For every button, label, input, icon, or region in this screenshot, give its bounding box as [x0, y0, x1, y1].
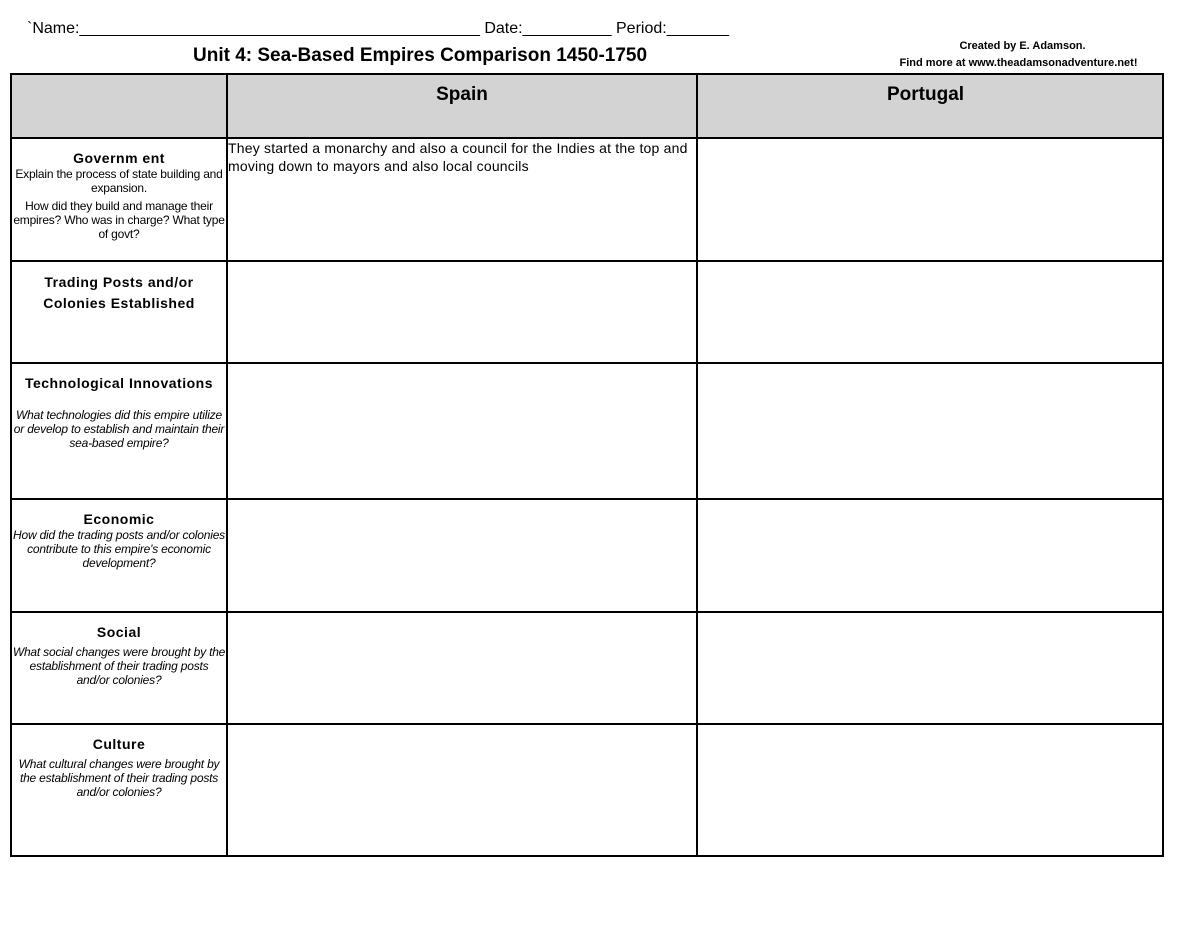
category-government: Governm ent Explain the process of state building and expansion. How did they build and manage their empires? Who was in charge? What type of govt? [11, 138, 227, 261]
header-row [11, 74, 1163, 138]
spain-social-answer[interactable] [227, 612, 697, 724]
category-question: How did the trading posts and/or colonies contribute to this empire's economic development? [13, 528, 225, 570]
category-economic: Economic How did the trading posts and/or colonies contribute to this empire's economic development? [11, 499, 227, 612]
portugal-economic-answer[interactable] [697, 499, 1163, 612]
portugal-trading-posts-answer[interactable] [697, 261, 1163, 363]
portugal-government-answer[interactable] [697, 138, 1163, 261]
category-technological: Technological Innovations What technologies did this empire utilize or develop to establish and maintain their sea-based empire? [11, 363, 227, 499]
category-question: What social changes were brought by the establishment of their trading posts and/or colonies? [12, 645, 226, 687]
row-culture [11, 724, 1163, 856]
category-question: What technologies did this empire utilize or develop to establish and maintain their sea-based empire? [13, 408, 225, 450]
portugal-culture-answer[interactable] [697, 724, 1163, 856]
category-question: How did they build and manage their empires? Who was in charge? What type of govt? [13, 199, 225, 241]
header-blank-cell [11, 74, 227, 138]
portugal-social-answer[interactable] [697, 612, 1163, 724]
comparison-table [10, 73, 1164, 857]
category-culture: Culture What cultural changes were brought by the establishment of their trading posts and/or colonies? [11, 724, 227, 856]
credit-website: Find more at www.theadamsonadventure.net! [899, 57, 1138, 69]
row-technological [11, 363, 1163, 499]
worksheet-title: Unit 4: Sea-Based Empires Comparison 1450-1750 [193, 45, 648, 66]
name-date-period-line: `Name:_____________________________________________ Date:__________ Period:_______ [27, 20, 729, 37]
category-trading-posts: Trading Posts and/or Colonies Established [11, 261, 227, 363]
spain-government-answer[interactable]: They started a monarchy and also a council for the Indies at the top and moving down to mayors and also local councils [227, 138, 697, 261]
spain-economic-answer[interactable] [227, 499, 697, 612]
spain-trading-posts-answer[interactable] [227, 261, 697, 363]
category-social: Social What social changes were brought by the establishment of their trading posts and/or colonies? [11, 612, 227, 724]
row-government [11, 138, 1163, 261]
credit-author: Created by E. Adamson. [959, 40, 1086, 52]
category-question: What cultural changes were brought by the establishment of their trading posts and/or colonies? [18, 757, 220, 799]
row-economic [11, 499, 1163, 612]
portugal-technological-answer[interactable] [697, 363, 1163, 499]
category-description: Explain the process of state building and expansion. [15, 167, 223, 195]
spain-culture-answer[interactable] [227, 724, 697, 856]
row-social [11, 612, 1163, 724]
credit-box [877, 38, 1160, 72]
header-spain: Spain [227, 74, 697, 138]
header-portugal: Portugal [697, 74, 1163, 138]
spain-technological-answer[interactable] [227, 363, 697, 499]
row-trading-posts [11, 261, 1163, 363]
